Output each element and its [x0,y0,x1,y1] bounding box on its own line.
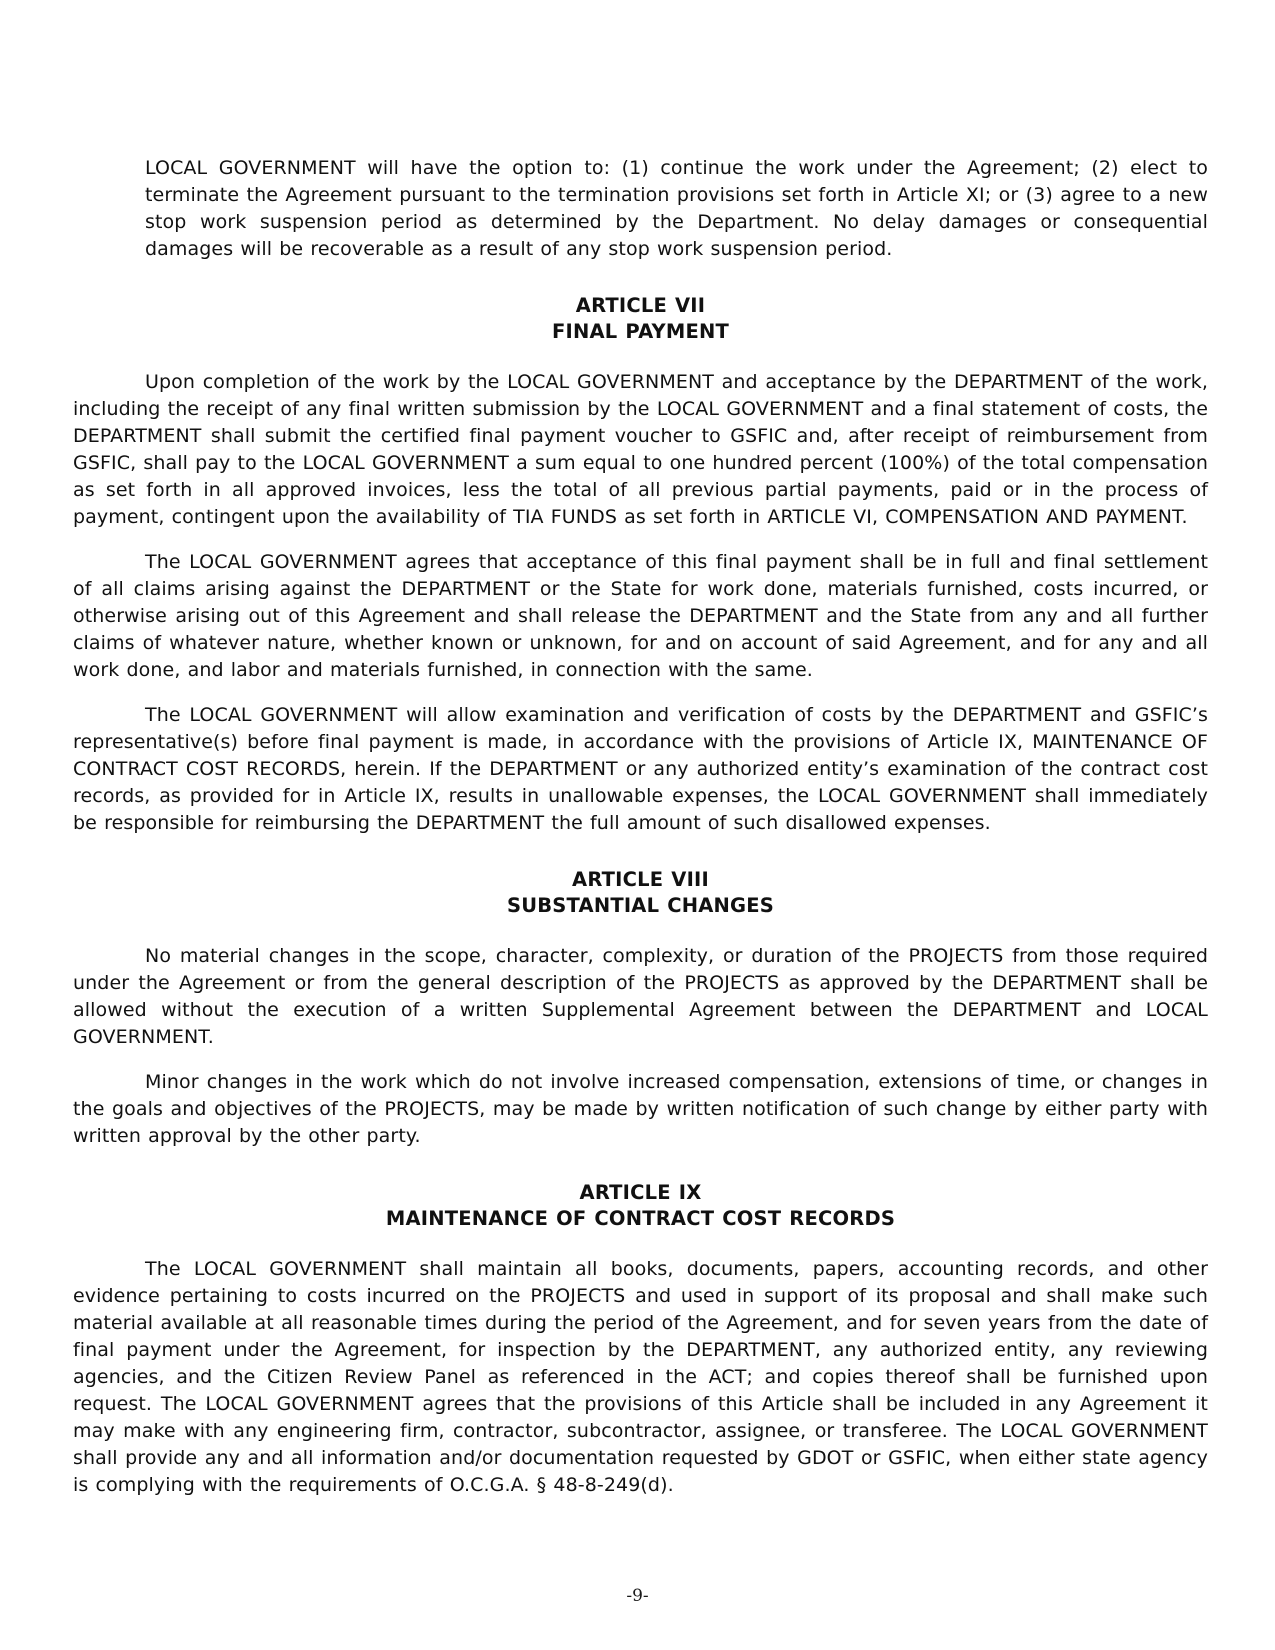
article-vii-title: ARTICLE VII [575,294,706,317]
article-viii-title: ARTICLE VIII [572,868,709,891]
article-ix-subtitle: MAINTENANCE OF CONTRACT COST RECORDS [385,1207,896,1230]
intro-paragraph: LOCAL GOVERNMENT will have the option to: (1) continue the work under the Agreement; (2) elect to terminate the Agreement pursuant to the termination provisions set forth in Article XI; or (3) agree to a new stop work suspension period as determined by the Department. No delay damages or consequential damages will be recoverable as a result of any stop work suspension period. [145,157,1208,260]
article-vii-subtitle: FINAL PAYMENT [552,320,729,343]
paragraph: The LOCAL GOVERNMENT shall maintain all books, documents, papers, accounting records, and other evidence pertaining to costs incurred on the PROJECTS and used in support of its proposal and shall make such material available at all reasonable times during the period of the Agreement, and for seven years from the date of final payment under the Agreement, for inspection by the DEPARTMENT, any authorized entity, any reviewing agencies, and the Citizen Review Panel as referenced in the ACT; and copies thereof shall be furnished upon request. The LOCAL GOVERNMENT agrees that the provisions of this Article shall be included in any Agreement it may make with any engineering firm, contractor, subcontractor, assignee, or transferee. The LOCAL GOVERNMENT shall provide any and all information and/or documentation requested by GDOT or GSFIC, when either state agency is complying with the requirements of O.C.G.A. § 48-8-249(d). [73,1258,1208,1496]
paragraph: The LOCAL GOVERNMENT agrees that acceptance of this final payment shall be in full and final settlement of all claims arising against the DEPARTMENT or the State for work done, materials furnished, costs incurred, or otherwise arising out of this Agreement and shall release the DEPARTMENT and the State from any and all further claims of whatever nature, whether known or unknown, for and on account of said Agreement, and for any and all work done, and labor and materials furnished, in connection with the same. [73,551,1208,681]
article-vii-heading [73,293,1208,345]
article-viii-heading [73,867,1208,919]
page-number: -9- [626,1586,649,1606]
article-viii-subtitle: SUBSTANTIAL CHANGES [506,894,775,917]
paragraph: Upon completion of the work by the LOCAL GOVERNMENT and acceptance by the DEPARTMENT of the work, including the receipt of any final written submission by the LOCAL GOVERNMENT and a final statement of costs, the DEPARTMENT shall submit the certified final payment voucher to GSFIC and, after receipt of reimbursement from GSFIC, shall pay to the LOCAL GOVERNMENT a sum equal to one hundred percent (100%) of the total compensation as set forth in all approved invoices, less the total of all previous partial payments, paid or in the process of payment, contingent upon the availability of TIA FUNDS as set forth in ARTICLE VI, COMPENSATION AND PAYMENT. [73,371,1208,528]
article-ix-title: ARTICLE IX [579,1181,702,1204]
paragraph: Minor changes in the work which do not involve increased compensation, extensions of time, or changes in the goals and objectives of the PROJECTS, may be made by written notification of such change by either party with written approval by the other party. [73,1071,1208,1147]
article-ix-heading [73,1180,1208,1232]
document-body [73,155,1208,1499]
paragraph: The LOCAL GOVERNMENT will allow examination and verification of costs by the DEPARTMENT and GSFIC’s representative(s) before final payment is made, in accordance with the provisions of Article IX, MAINTENANCE OF CONTRACT COST RECORDS, herein. If the DEPARTMENT or any authorized entity’s examination of the contract cost records, as provided for in Article IX, results in unallowable expenses, the LOCAL GOVERNMENT shall immediately be responsible for reimbursing the DEPARTMENT the full amount of such disallowed expenses. [73,704,1208,834]
page-footer [0,1586,1275,1606]
paragraph: No material changes in the scope, character, complexity, or duration of the PROJECTS from those required under the Agreement or from the general description of the PROJECTS as approved by the DEPARTMENT shall be allowed without the execution of a written Supplemental Agreement between the DEPARTMENT and LOCAL GOVERNMENT. [73,945,1208,1048]
